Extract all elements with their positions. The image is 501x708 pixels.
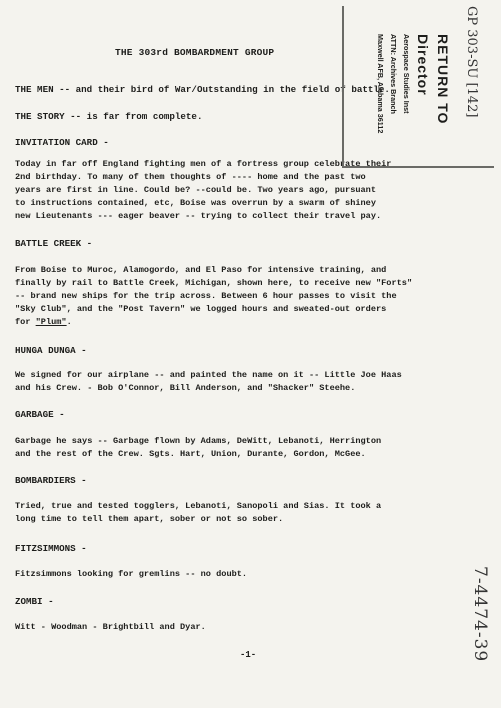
line-text: ZOMBI -	[15, 596, 54, 607]
body-line	[15, 436, 381, 446]
line-text: years are first in line. Could be? --could be. Two years ago, pursuant	[15, 185, 376, 195]
body-line	[15, 304, 386, 314]
line-text: new Lieutenants --- eager beaver -- trying to collect their travel pay.	[15, 211, 382, 221]
line-text: long time to tell them apart, sober or not so sober.	[15, 514, 284, 524]
body-line	[15, 265, 386, 275]
section-heading	[15, 137, 109, 148]
line-text: 2nd birthday. To many of them thoughts of ---- home and the past two	[15, 172, 366, 182]
body-line	[15, 501, 381, 511]
line-text: -- brand new ships for the trip across. Between 6 hour passes to visit the	[15, 291, 397, 301]
line-text: Tried, true and tested togglers, Lebanoti, Sanopoli and Sias. It took a	[15, 501, 382, 511]
line-text: INVITATION CARD -	[15, 137, 109, 148]
stamp-line: Maxwell AFB, Alabama 36112	[376, 34, 385, 134]
body-line	[15, 185, 376, 195]
body-line	[15, 317, 72, 327]
line-text: GARBAGE -	[15, 409, 65, 420]
body-line	[15, 622, 206, 632]
line-text: HUNGA DUNGA -	[15, 345, 87, 356]
body-line	[15, 159, 391, 169]
underlined-word: "Plum"	[35, 317, 67, 327]
line-text: We signed for our airplane -- and painted the name on it -- Little Joe Haas	[15, 370, 402, 380]
body-line	[15, 198, 376, 208]
handwritten-reference-top: GP 303-SU [142]	[464, 6, 479, 118]
line-text: THE MEN -- and their bird of War/Outstanding in the field of battle.	[15, 84, 390, 95]
body-line	[15, 449, 366, 459]
line-punctuation: .	[66, 317, 72, 327]
section-heading	[15, 111, 202, 122]
section-heading	[15, 409, 65, 420]
line-text: Today in far off England fighting men of a fortress group celebrate their	[15, 159, 392, 169]
document-title: THE 303rd BOMBARDMENT GROUP	[115, 47, 275, 58]
body-line	[15, 211, 381, 221]
body-line	[15, 172, 366, 182]
line-text: finally by rail to Battle Creek, Michigan, shown here, to receive new "Forts"	[15, 278, 413, 288]
body-line	[15, 291, 397, 301]
stamp-director: Director	[415, 34, 431, 96]
line-text: BATTLE CREEK -	[15, 238, 93, 249]
section-heading	[15, 543, 87, 554]
line-text: FITZSIMMONS -	[15, 543, 87, 554]
stamp-return-to: RETURN TO	[435, 34, 451, 125]
body-line	[15, 383, 355, 393]
line-text: THE STORY -- is far from complete.	[15, 111, 203, 122]
page-number: -1-	[240, 650, 257, 660]
stamp-line: ATTN: Archives Branch	[389, 34, 398, 114]
body-line	[15, 514, 283, 524]
section-heading	[15, 84, 390, 95]
body-line	[15, 569, 247, 579]
body-line	[15, 278, 412, 288]
line-text: for	[15, 317, 36, 327]
line-text: Fitzsimmons looking for gremlins -- no doubt.	[15, 569, 248, 579]
line-text: and the rest of the Crew. Sgts. Hart, Union, Durante, Gordon, McGee.	[15, 449, 366, 459]
section-heading	[15, 475, 87, 486]
handwritten-reference-bottom: 7-4474-39	[470, 566, 490, 663]
section-heading	[15, 345, 87, 356]
body-line	[15, 370, 402, 380]
line-text: From Boise to Muroc, Alamogordo, and El Paso for intensive training, and	[15, 265, 387, 275]
section-heading	[15, 596, 54, 607]
line-text: BOMBARDIERS -	[15, 475, 87, 486]
section-heading	[15, 238, 92, 249]
line-text: Witt - Woodman - Brightbill and Dyar.	[15, 622, 206, 632]
archive-stamp	[376, 34, 451, 133]
stamp-line: Aerospace Studies Inst	[402, 34, 411, 114]
line-text: Garbage he says -- Garbage flown by Adams, DeWitt, Lebanoti, Herrington	[15, 436, 382, 446]
line-text: "Sky Club", and the "Post Tavern" we logged hours and sweated-out orders	[15, 304, 387, 314]
line-text: and his Crew. - Bob O'Connor, Bill Anderson, and "Shacker" Steehe.	[15, 383, 356, 393]
line-text: to instructions contained, etc, Boise was overrun by a swarm of shiney	[15, 198, 376, 208]
